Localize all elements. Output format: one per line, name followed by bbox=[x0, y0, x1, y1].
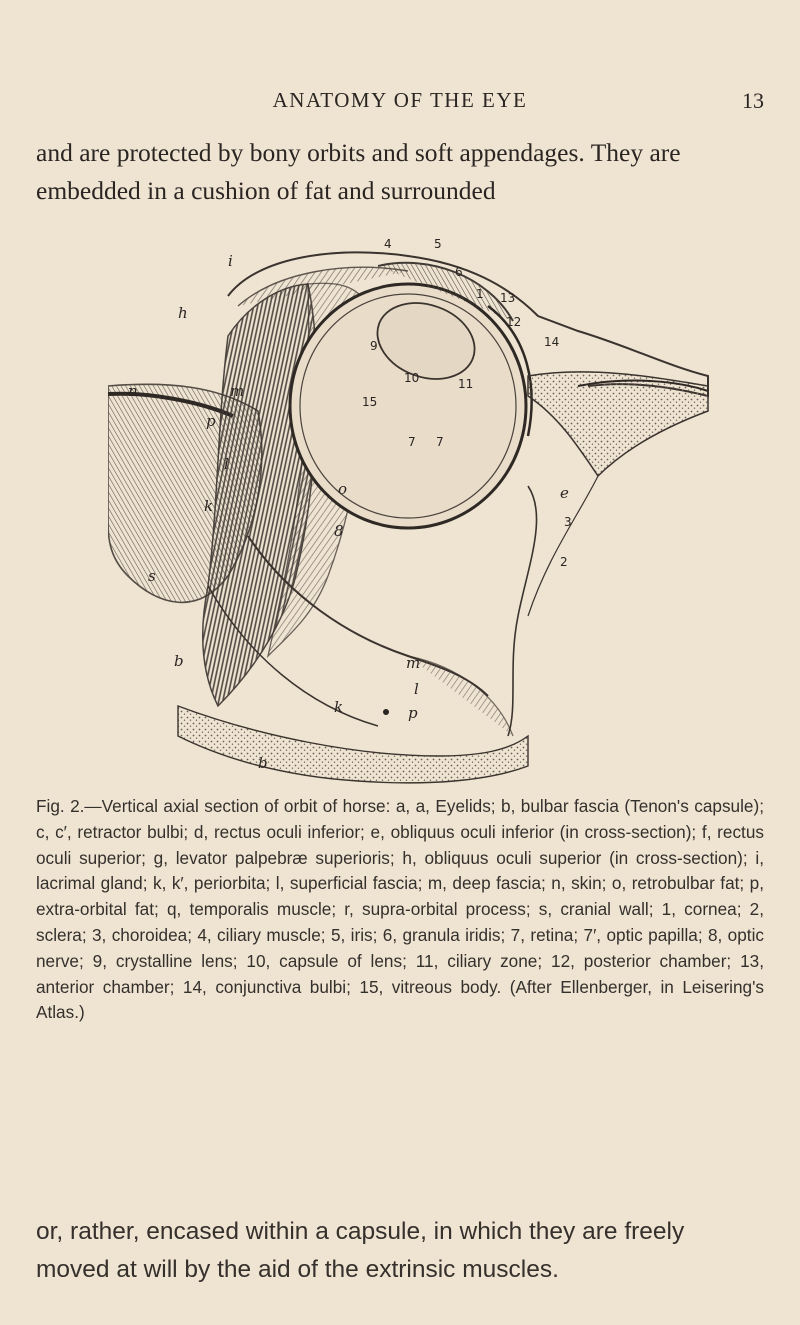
svg-text:3: 3 bbox=[564, 515, 572, 529]
svg-text:8: 8 bbox=[334, 522, 344, 540]
anatomy-figure bbox=[108, 236, 716, 794]
svg-text:p: p bbox=[408, 704, 418, 722]
svg-text:b: b bbox=[174, 652, 184, 670]
paragraph-top: and are protected by bony orbits and soft appendages. They are embedded in a cushion of fat and surrounded bbox=[36, 138, 681, 205]
page-header bbox=[36, 88, 764, 118]
svg-text:i: i bbox=[228, 252, 233, 270]
running-head: ANATOMY OF THE EYE bbox=[272, 88, 528, 112]
svg-text:14: 14 bbox=[544, 335, 560, 349]
svg-text:l: l bbox=[224, 455, 229, 473]
svg-text:k: k bbox=[204, 497, 214, 515]
svg-text:15: 15 bbox=[362, 395, 378, 409]
svg-text:5: 5 bbox=[434, 237, 442, 251]
svg-text:m: m bbox=[406, 654, 421, 672]
svg-text:7: 7 bbox=[436, 435, 444, 449]
svg-text:s: s bbox=[148, 567, 156, 585]
svg-text:b: b bbox=[258, 754, 268, 772]
svg-text:p: p bbox=[206, 412, 216, 430]
svg-text:11: 11 bbox=[458, 377, 474, 391]
svg-text:2: 2 bbox=[560, 555, 568, 569]
svg-text:n: n bbox=[128, 382, 138, 400]
svg-text:13: 13 bbox=[500, 291, 516, 305]
svg-text:9: 9 bbox=[370, 339, 378, 353]
svg-text:6: 6 bbox=[455, 265, 463, 279]
svg-text:e: e bbox=[560, 484, 569, 502]
svg-text:l: l bbox=[414, 680, 419, 698]
svg-text:1: 1 bbox=[476, 287, 484, 301]
svg-text:10: 10 bbox=[404, 371, 420, 385]
svg-text:m: m bbox=[230, 382, 245, 400]
page-number: 13 bbox=[742, 88, 764, 113]
svg-text:o: o bbox=[338, 480, 348, 498]
svg-text:k: k bbox=[334, 698, 344, 716]
svg-text:h: h bbox=[178, 304, 188, 322]
svg-text:4: 4 bbox=[384, 237, 392, 251]
orbit-section-illustration bbox=[108, 236, 716, 794]
figure-caption: Fig. 2.—Vertical axial section of orbit of horse: a, a, Eyelids; b, bulbar fascia (Tenon's capsule); c, c′, retractor bulbi; d, rectus oculi inferior; e, obliquus oculi inferior (in cross-section); f, rectus oculi superior; g, levator palpebræ superioris; h, obliquus oculi superior (in cross-section); i, lacrimal gland; k, k′, periorbita; l, superficial fascia; m, deep fascia; n, skin; o, retrobulbar fat; p, extra-orbital fat; q, temporalis muscle; r, supra-orbital process; s, cranial wall; 1, cornea; 2, sclera; 3, choroidea; 4, ciliary muscle; 5, iris; 6, granula iridis; 7, retina; 7′, optic papilla; 8, optic nerve; 9, crystalline lens; 10, capsule of lens; 11, ciliary zone; 12, posterior chamber; 13, anterior chamber; 14, conjunctiva bulbi; 15, vitreous body. (After Ellenberger, in Leisering's Atlas.) bbox=[36, 796, 764, 1023]
svg-text:12: 12 bbox=[506, 315, 522, 329]
svg-text:7: 7 bbox=[408, 435, 416, 449]
paragraph-bottom: or, rather, encased within a capsule, in which they are freely moved at will by the aid of the extrinsic muscles. bbox=[36, 1218, 685, 1283]
